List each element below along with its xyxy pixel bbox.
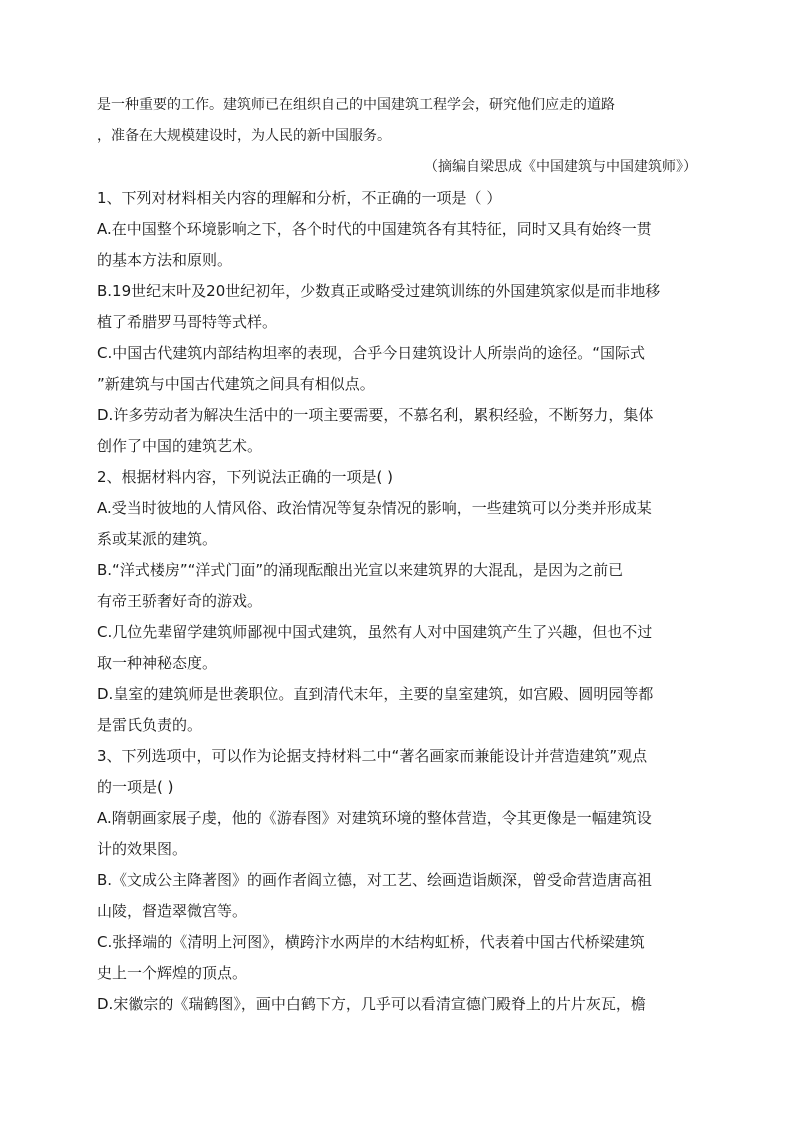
option-line: 植了希腊罗马哥特等式样。 — [97, 313, 278, 331]
question-stem: 3、下列选项中，可以作为论据支持材料二中“著名画家而兼能设计并营造建筑”观点 — [97, 747, 648, 765]
option-line: B.19世纪末叶及20世纪初年，少数真正或略受过建筑训练的外国建筑家似是而非地移 — [97, 282, 661, 300]
option-b — [97, 555, 697, 617]
option-line: A.在中国整个环境影响之下，各个时代的中国建筑各有其特征，同时又具有始终一贯 — [97, 220, 652, 238]
option-c — [97, 338, 697, 400]
question-stem: 的一项是( ) — [97, 778, 174, 796]
intro-line: ，准备在大规模建设时，为人民的新中国服务。 — [97, 128, 391, 144]
option-d — [97, 400, 697, 462]
question-2 — [97, 462, 697, 741]
question-1 — [97, 183, 697, 462]
document-content — [97, 90, 697, 1020]
question-stem: 1、下列对材料相关内容的理解和分析，不正确的一项是（ ） — [97, 189, 502, 207]
option-line: D.宋徽宗的《瑞鹤图》，画中白鹤下方，几乎可以看清宣德门殿脊上的片片灰瓦，檐 — [97, 995, 646, 1013]
option-line: C.几位先辈留学建筑师鄙视中国式建筑，虽然有人对中国建筑产生了兴趣，但也不过 — [97, 623, 653, 641]
option-line: 是雷氏负责的。 — [97, 716, 203, 734]
option-line: 创作了中国的建筑艺术。 — [97, 437, 263, 455]
option-line: 史上一个辉煌的顶点。 — [97, 964, 248, 982]
option-a — [97, 493, 697, 555]
option-c — [97, 927, 697, 989]
option-line: A.受当时彼地的人情风俗、政治情况等复杂情况的影响，一些建筑可以分类并形成某 — [97, 499, 652, 517]
option-line: C.中国古代建筑内部结构坦率的表现，合乎今日建筑设计人所崇尚的途径。“国际式 — [97, 344, 646, 362]
option-line: A.隋朝画家展子虔，他的《游春图》对建筑环境的整体营造，令其更像是一幅建筑设 — [97, 809, 652, 827]
option-line: 计的效果图。 — [97, 840, 188, 858]
option-d — [97, 679, 697, 741]
option-line: B.“洋式楼房”“洋式门面”的涌现酝酿出光宣以来建筑界的大混乱，是因为之前已 — [97, 561, 624, 579]
question-stem: 2、根据材料内容，下列说法正确的一项是( ) — [97, 468, 394, 486]
option-line: D.许多劳动者为解决生活中的一项主要需要，不慕名利，累积经验，不断努力，集体 — [97, 406, 654, 424]
option-line: B.《文成公主降著图》的画作者阎立德，对工艺、绘画造诣颇深，曾受命营造唐高祖 — [97, 871, 653, 889]
intro-line: 是一种重要的工作。建筑师已在组织自己的中国建筑工程学会，研究他们应走的道路 — [97, 97, 615, 113]
option-d — [97, 989, 697, 1020]
option-line: 有帝王骄奢好奇的游戏。 — [97, 592, 263, 610]
option-a — [97, 803, 697, 865]
option-line: 系或某派的建筑。 — [97, 530, 218, 548]
option-line: 山陵，督造翠微宫等。 — [97, 902, 248, 920]
option-line: 取一种神秘态度。 — [97, 654, 218, 672]
source-citation: （摘编自梁思成《中国建筑与中国建筑师》） — [424, 159, 697, 175]
option-line: C.张择端的《清明上河图》，横跨汴水两岸的木结构虹桥，代表着中国古代桥梁建筑 — [97, 933, 645, 951]
option-line: ”新建筑与中国古代建筑之间具有相似点。 — [97, 375, 375, 393]
question-3 — [97, 741, 697, 1020]
option-b — [97, 276, 697, 338]
option-line: 的基本方法和原则。 — [97, 251, 233, 269]
option-line: D.皇室的建筑师是世袭职位。直到清代末年，主要的皇室建筑，如宫殿、圆明园等都 — [97, 685, 654, 703]
option-a — [97, 214, 697, 276]
option-c — [97, 617, 697, 679]
option-b — [97, 865, 697, 927]
